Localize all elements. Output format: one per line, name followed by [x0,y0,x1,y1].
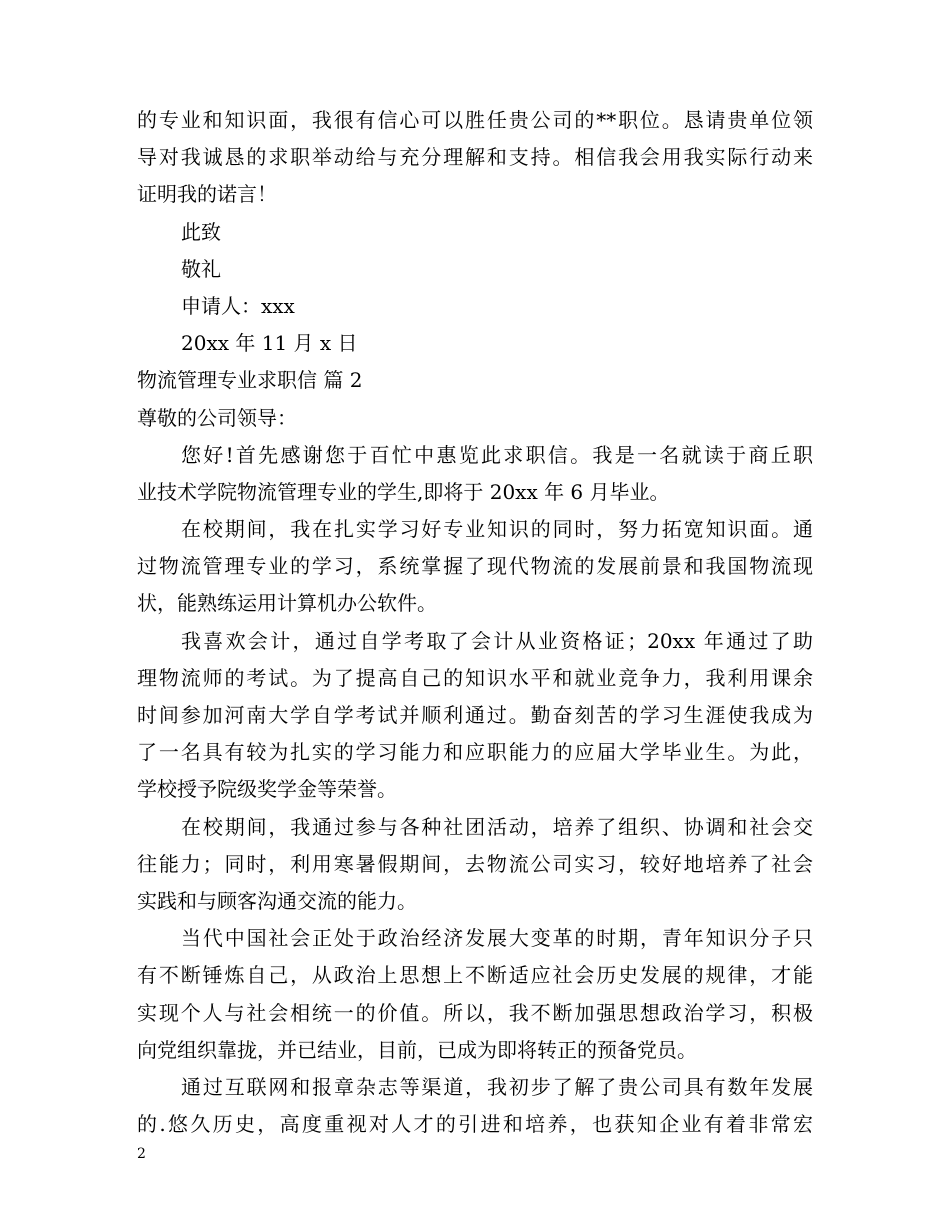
text-line: 物流管理专业求职信 篇 2 [137,368,363,393]
text-line: 实现个人与社会相统一的价值。所以，我不断加强思想政治学习，积极 [137,1000,813,1025]
text-line: 的.悠久历史，高度重视对人才的引进和培养，也获知企业有着非常宏 [137,1112,813,1137]
text-line: 20xx 年 11 月 x 日 [181,331,358,356]
text-line: 在校期间，我通过参与各种社团活动，培养了组织、协调和社会交 [181,814,813,839]
text-line: 申请人：xxx [181,293,295,318]
text-line: 实践和与顾客沟通交流的能力。 [137,888,417,913]
text-line: 导对我诚恳的求职举动给与充分理解和支持。相信我会用我实际行动来 [137,145,813,170]
text-line: 了一名具有较为扎实的学习能力和应职能力的应届大学毕业生。为此， [137,740,813,765]
text-line: 的专业和知识面，我很有信心可以胜任贵公司的**职位。恳请贵单位领 [137,108,813,132]
text-line: 向党组织靠拢，并已结业，目前，已成为即将转正的预备党员。 [137,1037,697,1062]
text-line: 此致 [181,219,221,244]
text-line: 敬礼 [181,256,221,281]
text-line: 通过互联网和报章杂志等渠道，我初步了解了贵公司具有数年发展 [181,1074,813,1099]
text-line: 理物流师的考试。为了提高自己的知识水平和就业竞争力，我利用课余 [137,665,813,690]
page-number: 2 [137,1146,146,1162]
text-line: 当代中国社会正处于政治经济发展大变革的时期，青年知识分子只 [181,926,813,951]
text-line: 过物流管理专业的学习，系统掌握了现代物流的发展前景和我国物流现 [137,554,813,579]
text-line: 证明我的诺言！ [137,182,277,207]
text-line: 在校期间，我在扎实学习好专业知识的同时，努力拓宽知识面。通 [181,517,813,542]
text-line: 时间参加河南大学自学考试并顺利通过。勤奋刻苦的学习生涯使我成为 [137,703,813,727]
text-line: 有不断锤炼自己，从政治上思想上不断适应社会历史发展的规律，才能 [137,963,813,988]
text-line: 您好!首先感谢您于百忙中惠览此求职信。我是一名就读于商丘职 [181,442,813,467]
document-body [137,102,813,1143]
text-line: 学校授予院级奖学金等荣誉。 [137,777,397,802]
text-line: 往能力；同时，利用寒暑假期间，去物流公司实习，较好地培养了社会 [137,851,813,876]
text-line: 尊敬的公司领导： [137,405,297,430]
text-line: 业技术学院物流管理专业的学生,即将于 20xx 年 6 月毕业。 [137,479,670,504]
text-line: 状，能熟练运用计算机办公软件。 [137,591,437,616]
text-line: 我喜欢会计，通过自学考取了会计从业资格证；20xx 年通过了助 [181,628,813,653]
